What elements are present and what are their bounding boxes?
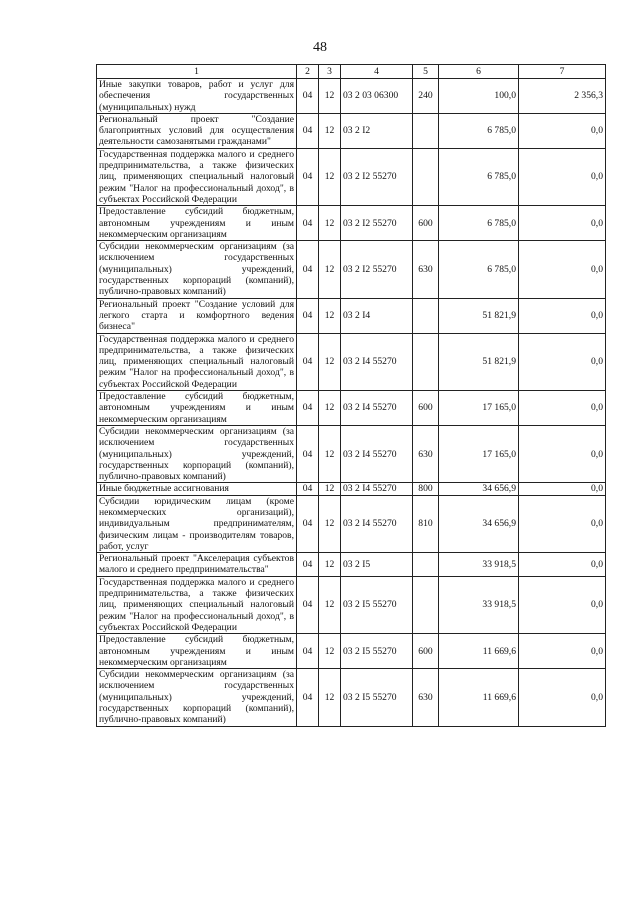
row-expense-type-cell: 630 (413, 241, 439, 298)
row-name-cell: Субсидии юридическим лицам (кроме некоммерческих организаций), индивидуальным предпринимателям, физическим лицам - производителям товаров, работ, услуг (97, 495, 297, 552)
row-amount-next-cell: 0,0 (519, 669, 606, 726)
row-subsection-cell: 12 (319, 79, 341, 114)
table-row (97, 669, 606, 726)
row-amount-cell: 17 165,0 (439, 391, 519, 426)
row-expense-type-cell: 630 (413, 425, 439, 482)
column-header: 2 (297, 65, 319, 79)
row-amount-cell: 33 918,5 (439, 576, 519, 633)
row-expense-type-cell (413, 333, 439, 390)
row-amount-cell: 11 669,6 (439, 634, 519, 669)
row-name-cell: Субсидии некоммерческим организациям (за исключением государственных (муниципальных) учреждений, государственных корпораций (компаний), публично-правовых компаний) (97, 425, 297, 482)
row-subsection-cell: 12 (319, 483, 341, 495)
row-name-cell: Региональный проект "Акселерация субъектов малого и среднего предпринимательства" (97, 553, 297, 577)
table-row (97, 495, 606, 552)
table-row (97, 391, 606, 426)
row-amount-next-cell: 0,0 (519, 425, 606, 482)
row-amount-cell: 6 785,0 (439, 206, 519, 241)
row-amount-cell: 6 785,0 (439, 113, 519, 148)
table-row (97, 425, 606, 482)
page-number: 48 (313, 40, 327, 55)
row-expense-type-cell: 600 (413, 206, 439, 241)
row-amount-next-cell: 0,0 (519, 483, 606, 495)
row-name-cell: Государственная поддержка малого и среднего предпринимательства, а также физических лиц, применяющих специальный налоговый режим "Налог на профессиональный доход", в субъектах Российской Федерации (97, 576, 297, 633)
row-expense-type-cell: 810 (413, 495, 439, 552)
row-amount-cell: 51 821,9 (439, 333, 519, 390)
row-amount-next-cell: 0,0 (519, 333, 606, 390)
row-amount-next-cell: 0,0 (519, 495, 606, 552)
row-section-cell: 04 (297, 298, 319, 333)
column-header: 4 (341, 65, 413, 79)
row-expense-type-cell (413, 576, 439, 633)
table-row (97, 483, 606, 495)
row-expense-type-cell (413, 298, 439, 333)
row-amount-cell: 11 669,6 (439, 669, 519, 726)
row-amount-next-cell: 0,0 (519, 391, 606, 426)
row-subsection-cell: 12 (319, 241, 341, 298)
row-target-article-cell: 03 2 I4 55270 (341, 391, 413, 426)
table-row (97, 79, 606, 114)
row-section-cell: 04 (297, 669, 319, 726)
row-target-article-cell: 03 2 I5 55270 (341, 576, 413, 633)
row-amount-cell: 6 785,0 (439, 241, 519, 298)
row-expense-type-cell: 240 (413, 79, 439, 114)
table-row (97, 634, 606, 669)
row-expense-type-cell (413, 113, 439, 148)
column-header: 1 (97, 65, 297, 79)
row-subsection-cell: 12 (319, 333, 341, 390)
row-subsection-cell: 12 (319, 669, 341, 726)
row-target-article-cell: 03 2 I2 55270 (341, 206, 413, 241)
row-section-cell: 04 (297, 425, 319, 482)
row-subsection-cell: 12 (319, 206, 341, 241)
row-subsection-cell: 12 (319, 425, 341, 482)
budget-table (96, 64, 606, 727)
row-amount-next-cell: 0,0 (519, 634, 606, 669)
row-name-cell: Государственная поддержка малого и среднего предпринимательства, а также физических лиц, применяющих специальный налоговый режим "Налог на профессиональный доход", в субъектах Российской Федерации (97, 333, 297, 390)
row-amount-cell: 34 656,9 (439, 483, 519, 495)
row-name-cell: Региональный проект "Создание условий для легкого старта и комфортного ведения бизнеса" (97, 298, 297, 333)
row-section-cell: 04 (297, 495, 319, 552)
row-target-article-cell: 03 2 I4 55270 (341, 495, 413, 552)
row-subsection-cell: 12 (319, 148, 341, 205)
row-section-cell: 04 (297, 206, 319, 241)
row-name-cell: Предоставление субсидий бюджетным, автономным учреждениям и иным некоммерческим организациям (97, 634, 297, 669)
row-target-article-cell: 03 2 I4 (341, 298, 413, 333)
row-subsection-cell: 12 (319, 634, 341, 669)
table-row (97, 576, 606, 633)
row-amount-next-cell: 0,0 (519, 298, 606, 333)
row-expense-type-cell: 800 (413, 483, 439, 495)
row-expense-type-cell: 600 (413, 391, 439, 426)
row-subsection-cell: 12 (319, 576, 341, 633)
column-header: 3 (319, 65, 341, 79)
row-name-cell: Субсидии некоммерческим организациям (за исключением государственных (муниципальных) учреждений, государственных корпораций (компаний), публично-правовых компаний) (97, 669, 297, 726)
row-subsection-cell: 12 (319, 113, 341, 148)
row-target-article-cell: 03 2 I5 55270 (341, 634, 413, 669)
row-name-cell: Региональный проект "Создание благоприятных условий для осуществления деятельности самозанятыми гражданами" (97, 113, 297, 148)
row-section-cell: 04 (297, 576, 319, 633)
table-header-row (97, 65, 606, 79)
row-expense-type-cell: 600 (413, 634, 439, 669)
row-section-cell: 04 (297, 241, 319, 298)
row-amount-next-cell: 0,0 (519, 113, 606, 148)
table-row (97, 298, 606, 333)
table-row (97, 148, 606, 205)
row-section-cell: 04 (297, 113, 319, 148)
table-row (97, 333, 606, 390)
row-subsection-cell: 12 (319, 391, 341, 426)
row-section-cell: 04 (297, 483, 319, 495)
table-row (97, 206, 606, 241)
row-name-cell: Государственная поддержка малого и среднего предпринимательства, а также физических лиц, применяющих специальный налоговый режим "Налог на профессиональный доход", в субъектах Российской Федерации (97, 148, 297, 205)
row-amount-next-cell: 0,0 (519, 553, 606, 577)
row-section-cell: 04 (297, 79, 319, 114)
row-section-cell: 04 (297, 391, 319, 426)
table-row (97, 113, 606, 148)
column-header: 7 (519, 65, 606, 79)
column-header: 5 (413, 65, 439, 79)
row-target-article-cell: 03 2 I4 55270 (341, 483, 413, 495)
row-amount-next-cell: 0,0 (519, 576, 606, 633)
row-name-cell: Иные закупки товаров, работ и услуг для обеспечения государственных (муниципальных) нужд (97, 79, 297, 114)
row-amount-cell: 6 785,0 (439, 148, 519, 205)
row-name-cell: Предоставление субсидий бюджетным, автономным учреждениям и иным некоммерческим организациям (97, 206, 297, 241)
row-amount-cell: 51 821,9 (439, 298, 519, 333)
row-amount-next-cell: 0,0 (519, 148, 606, 205)
row-section-cell: 04 (297, 553, 319, 577)
row-amount-cell: 100,0 (439, 79, 519, 114)
row-section-cell: 04 (297, 148, 319, 205)
row-amount-cell: 33 918,5 (439, 553, 519, 577)
row-section-cell: 04 (297, 333, 319, 390)
row-amount-next-cell: 0,0 (519, 206, 606, 241)
row-name-cell: Субсидии некоммерческим организациям (за исключением государственных (муниципальных) учреждений, государственных корпораций (компаний), публично-правовых компаний) (97, 241, 297, 298)
row-target-article-cell: 03 2 I4 55270 (341, 425, 413, 482)
column-header: 6 (439, 65, 519, 79)
row-target-article-cell: 03 2 I5 (341, 553, 413, 577)
row-name-cell: Предоставление субсидий бюджетным, автономным учреждениям и иным некоммерческим организациям (97, 391, 297, 426)
row-amount-next-cell: 2 356,3 (519, 79, 606, 114)
row-amount-cell: 17 165,0 (439, 425, 519, 482)
row-target-article-cell: 03 2 I2 55270 (341, 241, 413, 298)
row-target-article-cell: 03 2 I5 55270 (341, 669, 413, 726)
row-amount-cell: 34 656,9 (439, 495, 519, 552)
row-subsection-cell: 12 (319, 495, 341, 552)
row-target-article-cell: 03 2 I4 55270 (341, 333, 413, 390)
row-section-cell: 04 (297, 634, 319, 669)
row-expense-type-cell (413, 553, 439, 577)
row-target-article-cell: 03 2 I2 55270 (341, 148, 413, 205)
row-expense-type-cell (413, 148, 439, 205)
table-row (97, 241, 606, 298)
row-amount-next-cell: 0,0 (519, 241, 606, 298)
row-target-article-cell: 03 2 I2 (341, 113, 413, 148)
row-name-cell: Иные бюджетные ассигнования (97, 483, 297, 495)
row-target-article-cell: 03 2 03 06300 (341, 79, 413, 114)
row-subsection-cell: 12 (319, 553, 341, 577)
row-subsection-cell: 12 (319, 298, 341, 333)
table-row (97, 553, 606, 577)
row-expense-type-cell: 630 (413, 669, 439, 726)
